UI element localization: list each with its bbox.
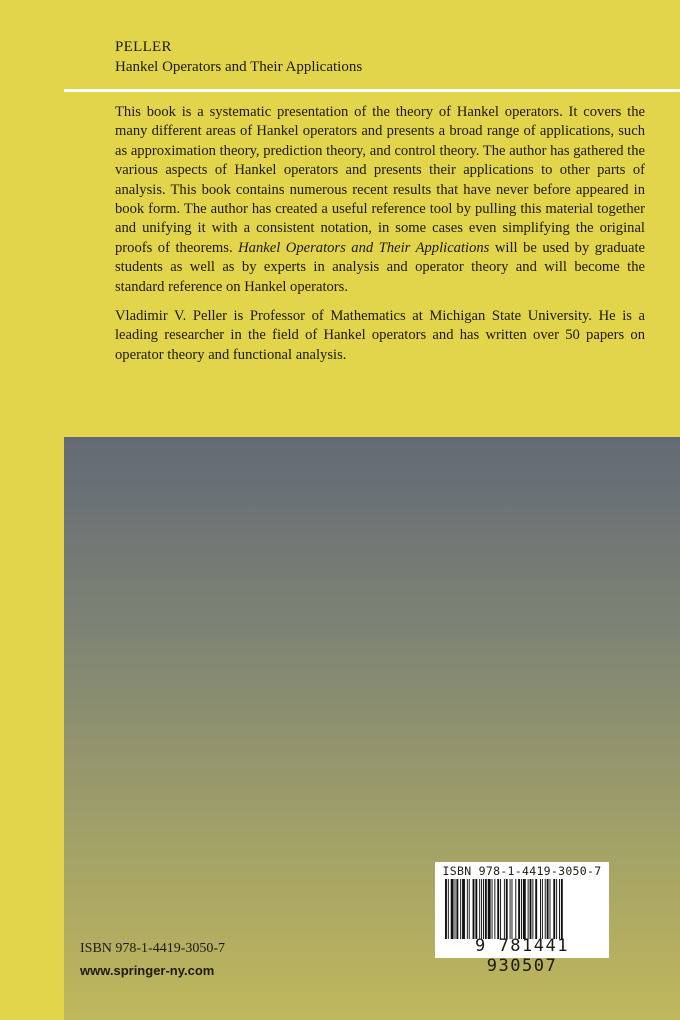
author-name: PELLER (115, 39, 172, 55)
footer-isbn: ISBN 978-1-4419-3050-7 (80, 941, 226, 956)
description-text-start: This book is a systematic presentation of the theory of Hankel operators. It covers the many different areas of Hankel operators and presents a broad range of applications, such as approximation theory, prediction theory, and control theory. The author has gathered the various aspects of Hankel operators and presents their applications to other parts of analysis. This book contains numerous recent results that have never before appeared in book form. The author has created a useful reference tool by pulling this material together and unifying it with a consistent notation, in some cases even simplifying the original proofs of theorems. (115, 104, 645, 256)
description-text-end: will be used by graduate students as well as by experts in analysis and operator theory and will become the standard reference on Hankel operators. (115, 239, 646, 295)
header-divider (64, 89, 680, 92)
publisher-url: www.springer-ny.com (80, 963, 215, 978)
barcode-digits: 9 781441 930507 (475, 936, 569, 976)
author-bio: Vladimir V. Peller is Professor of Mathematics at Michigan State University. He is a leading researcher in the field of Hankel operators and has written over 50 papers on operator theory and functional analysis. (115, 308, 645, 363)
description-title-italic: Hankel Operators and Their Applications (238, 239, 490, 256)
description-paragraph-1 (115, 103, 645, 297)
cover-header (115, 37, 362, 77)
cover-footer (80, 940, 225, 980)
barcode-bars (443, 879, 601, 939)
barcode-isbn-label: ISBN 978-1-4419-3050-7 (442, 864, 602, 878)
book-title: Hankel Operators and Their Applications (115, 59, 363, 75)
book-description (115, 103, 645, 375)
barcode (435, 862, 609, 976)
